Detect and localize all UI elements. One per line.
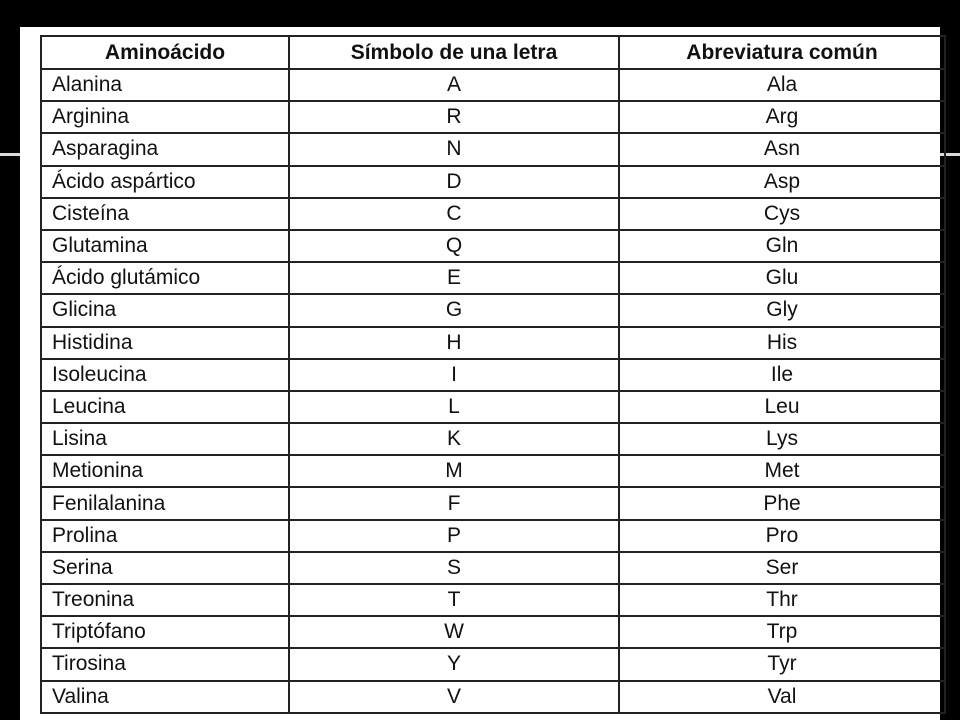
common-abbreviation: Cys [619, 198, 945, 230]
table-row [41, 198, 945, 230]
common-abbreviation: Met [619, 455, 945, 487]
common-abbreviation: Lys [619, 423, 945, 455]
common-abbreviation: Val [619, 681, 945, 713]
amino-acid-name: Glicina [41, 294, 289, 326]
amino-acid-name: Alanina [41, 69, 289, 101]
one-letter-symbol: F [289, 487, 619, 519]
common-abbreviation: Ile [619, 359, 945, 391]
amino-acid-table [40, 35, 946, 714]
one-letter-symbol: S [289, 552, 619, 584]
table-row [41, 520, 945, 552]
common-abbreviation: Ser [619, 552, 945, 584]
table-row [41, 262, 945, 294]
table-row [41, 487, 945, 519]
one-letter-symbol: N [289, 133, 619, 165]
common-abbreviation: Gln [619, 230, 945, 262]
table-row [41, 294, 945, 326]
header-aminoacido: Aminoácido [41, 36, 289, 69]
amino-acid-name: Cisteína [41, 198, 289, 230]
common-abbreviation: Glu [619, 262, 945, 294]
one-letter-symbol: G [289, 294, 619, 326]
table-row [41, 133, 945, 165]
one-letter-symbol: Y [289, 648, 619, 680]
table-row [41, 455, 945, 487]
amino-acid-name: Prolina [41, 520, 289, 552]
one-letter-symbol: A [289, 69, 619, 101]
amino-acid-name: Ácido aspártico [41, 166, 289, 198]
table-row [41, 423, 945, 455]
amino-acid-name: Treonina [41, 584, 289, 616]
one-letter-symbol: R [289, 101, 619, 133]
common-abbreviation: Trp [619, 616, 945, 648]
common-abbreviation: Arg [619, 101, 945, 133]
divider-line-left [0, 153, 20, 156]
table-row [41, 552, 945, 584]
one-letter-symbol: P [289, 520, 619, 552]
table-row [41, 230, 945, 262]
amino-acid-name: Serina [41, 552, 289, 584]
common-abbreviation: Phe [619, 487, 945, 519]
table-row [41, 584, 945, 616]
common-abbreviation: Thr [619, 584, 945, 616]
amino-acid-name: Glutamina [41, 230, 289, 262]
one-letter-symbol: M [289, 455, 619, 487]
amino-acid-name: Tirosina [41, 648, 289, 680]
amino-acid-name: Leucina [41, 391, 289, 423]
one-letter-symbol: V [289, 681, 619, 713]
table-row [41, 681, 945, 713]
common-abbreviation: His [619, 327, 945, 359]
amino-acid-name: Isoleucina [41, 359, 289, 391]
table-header-row [41, 36, 945, 69]
amino-acid-name: Metionina [41, 455, 289, 487]
table-row [41, 101, 945, 133]
amino-acid-name: Histidina [41, 327, 289, 359]
table-body [41, 69, 945, 713]
common-abbreviation: Ala [619, 69, 945, 101]
table-image [20, 27, 940, 720]
one-letter-symbol: D [289, 166, 619, 198]
table-row [41, 616, 945, 648]
one-letter-symbol: C [289, 198, 619, 230]
common-abbreviation: Asp [619, 166, 945, 198]
common-abbreviation: Asn [619, 133, 945, 165]
one-letter-symbol: K [289, 423, 619, 455]
table-row [41, 648, 945, 680]
table-row [41, 359, 945, 391]
one-letter-symbol: Q [289, 230, 619, 262]
amino-acid-name: Valina [41, 681, 289, 713]
one-letter-symbol: W [289, 616, 619, 648]
one-letter-symbol: T [289, 584, 619, 616]
amino-acid-name: Fenilalanina [41, 487, 289, 519]
amino-acid-name: Lisina [41, 423, 289, 455]
header-abreviatura: Abreviatura común [619, 36, 945, 69]
one-letter-symbol: H [289, 327, 619, 359]
table-row [41, 391, 945, 423]
table-row [41, 166, 945, 198]
common-abbreviation: Gly [619, 294, 945, 326]
amino-acid-name: Asparagina [41, 133, 289, 165]
header-simbolo: Símbolo de una letra [289, 36, 619, 69]
common-abbreviation: Pro [619, 520, 945, 552]
common-abbreviation: Tyr [619, 648, 945, 680]
common-abbreviation: Leu [619, 391, 945, 423]
amino-acid-name: Triptófano [41, 616, 289, 648]
amino-acid-name: Arginina [41, 101, 289, 133]
table-row [41, 327, 945, 359]
one-letter-symbol: E [289, 262, 619, 294]
amino-acid-name: Ácido glutámico [41, 262, 289, 294]
table-row [41, 69, 945, 101]
one-letter-symbol: L [289, 391, 619, 423]
one-letter-symbol: I [289, 359, 619, 391]
